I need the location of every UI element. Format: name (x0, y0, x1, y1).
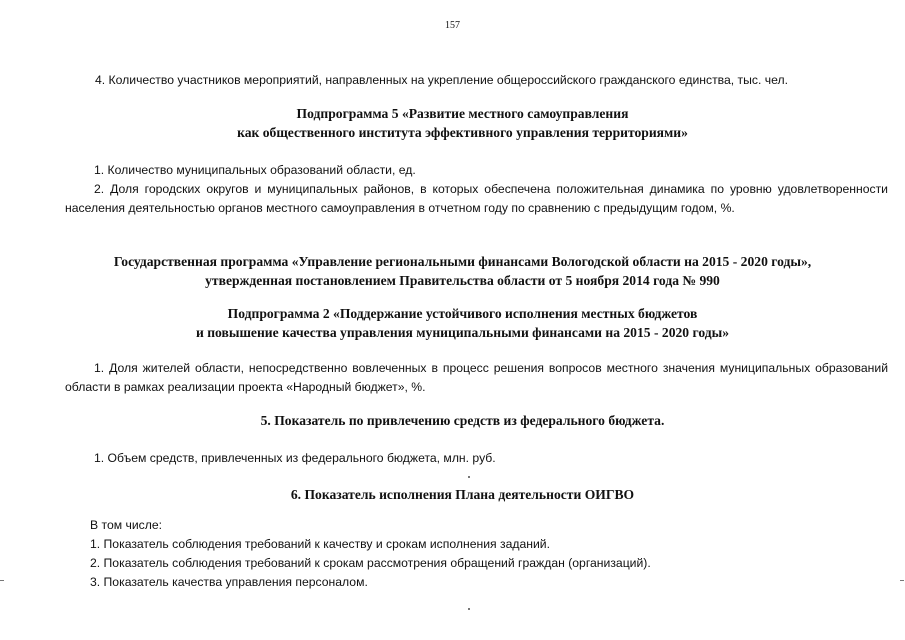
section-6-item-1: 1. Показатель соблюдения требований к качеству и срокам исполнения заданий. (90, 537, 550, 551)
subprogram-5-item-1: 1. Количество муниципальных образований области, ед. (94, 163, 416, 177)
subprogram-2-heading-line1: Подпрограмма 2 «Поддержание устойчивого исполнения местных бюджетов (227, 306, 698, 321)
section-6-item-3: 3. Показатель качества управления персоналом. (90, 575, 368, 589)
subprogram-2-heading (40, 304, 885, 342)
indicator-4-text: 4. Количество участников мероприятий, направленных на укрепление общероссийского гражданского единства, тыс. чел. (95, 73, 788, 87)
section-5-heading: 5. Показатель по привлечению средств из федерального бюджета. (260, 413, 665, 428)
subprogram-5-heading (40, 104, 885, 142)
state-program-heading-line1: Государственная программа «Управление региональными финансами Вологодской области на 2015 - 2020 годы», (113, 254, 812, 269)
section-6-heading: 6. Показатель исполнения Плана деятельности ОИГВО (290, 487, 635, 502)
state-program-heading-line2: утвержденная постановлением Правительства области от 5 ноября 2014 года № 990 (205, 273, 720, 288)
scan-dot-1 (468, 476, 470, 478)
section-6-item-2: 2. Показатель соблюдения требований к срокам рассмотрения обращений граждан (организаций). (90, 556, 651, 570)
state-program-heading (40, 252, 885, 290)
subprogram-5-item-2: 2. Доля городских округов и муниципальных районов, в которых обеспечена положительная динамика по уровню удовлетворенности населения деятельностью органов местного самоуправления в отчетном году по сравнению с предыдущим годом, %. (65, 182, 888, 215)
section-6-intro: В том числе: (90, 518, 163, 532)
subprogram-2-item-1: 1. Доля жителей области, непосредственно вовлеченных в процесс решения вопросов местного значения муниципальных образований области в рамках реализации проекта «Народный бюджет», %. (65, 361, 888, 394)
scan-dot-2 (468, 608, 470, 610)
scan-edge-mark-right (900, 580, 904, 581)
page-number: 157 (445, 20, 460, 31)
subprogram-2-heading-line2: и повышение качества управления муниципальными финансами на 2015 - 2020 годы» (195, 325, 730, 340)
subprogram-5-heading-line2: как общественного института эффективного управления территориями» (237, 125, 688, 140)
subprogram-5-heading-line1: Подпрограмма 5 «Развитие местного самоуправления (296, 106, 629, 121)
section-5-item-1: 1. Объем средств, привлеченных из федерального бюджета, млн. руб. (94, 451, 496, 465)
scan-edge-mark-left (0, 580, 4, 581)
section-6-list (90, 516, 890, 592)
